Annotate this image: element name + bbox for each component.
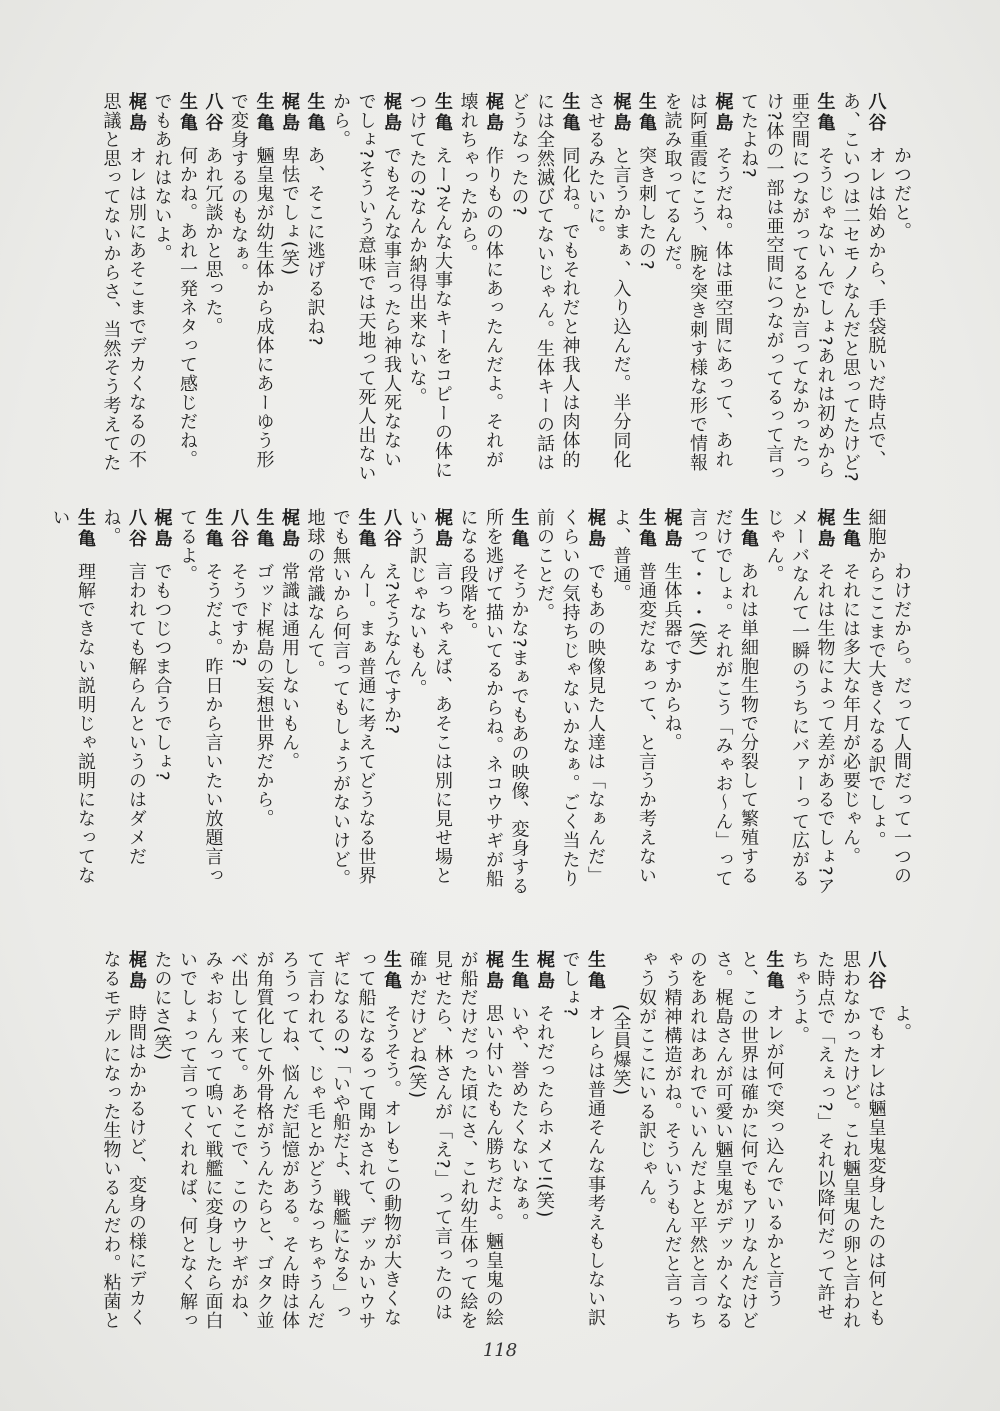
speaker-name: 梶島 [151, 508, 173, 550]
speaker-name: 生亀 [355, 508, 377, 550]
speaker-name: 梶島 [585, 508, 606, 550]
dialogue-text: ゴッド梶島の妄想世界だから。 [253, 562, 275, 828]
dialogue-line [608, 508, 659, 900]
speaker-name: 生亀 [75, 508, 96, 550]
speaker-name: 八谷 [202, 92, 224, 134]
speaker-name: 八谷 [381, 508, 402, 550]
speaker-name: 生亀 [763, 950, 785, 992]
dialogue-text: あ、そこに逃げる訳ね? [304, 146, 326, 347]
speaker-name: 生亀 [432, 92, 453, 134]
dialogue-text: でもあの映像見た人達は「なぁんだ」くらいの気持ちじゃないかなぁ。ごく当たり前のことだ。 [534, 508, 606, 888]
dialogue-text: 何かね。あれ一発ネタって感じだね。でもあれはないよ。 [151, 92, 198, 469]
dialogue-text: そうそう。オレもこの動物が大きくなって船になるって聞かされて、デッかいウサギになるの?「いや船だよ、戦艦になる」って言われて、じゃ毛とかどうなっちゃうんだろうってね、悩んだ記憶がある。そん時は体が角質化して外骨格がうんたらと、ゴタク並べ出して来て。あそこで、このウサギがね、みゃお〜んって鳴いて戦艦に変身したら面白いでしょって言ってくれれば、何となく解ったのにさ(笑) [151, 950, 402, 1330]
speaker-name: 生亀 [508, 508, 530, 550]
dialogue-text: え?そうなんですか? [381, 562, 402, 736]
dialogue-text: よ。 [891, 1004, 912, 1042]
dialogue-text: かつだと。 [891, 146, 912, 241]
dialogue-text: それには多大な年月が必要じゃん。 [840, 562, 861, 866]
dialogue-line [98, 950, 149, 1335]
speaker-name: 梶島 [381, 92, 402, 134]
dialogue-line [302, 92, 328, 484]
dialogue-text: いや、誉めたくないなぁ。 [508, 1004, 530, 1232]
dialogue-line [557, 950, 608, 1335]
dialogue-line [149, 508, 175, 900]
dialogue-line [226, 92, 277, 484]
dialogue-line [404, 508, 455, 900]
speaker-name: 梶島 [661, 508, 683, 550]
dialogue-text: そうかな?まぁでもあの映像、変身する所を逃げて描いてるからね。ネコウサギが船になる段階を。 [457, 508, 530, 896]
dialogue-text: 時間はかかるけど、変身の様にデカくなるモデルになった生物いるんだわ。粘菌と [100, 950, 147, 1330]
speaker-name: 梶島 [610, 92, 632, 134]
dialogue-text: それは生物によって差があるでしょ?アメーバなんて一瞬のうちにバァーって広がるじゃん。 [763, 508, 836, 896]
dialogue-line [175, 508, 226, 900]
dialogue-line [277, 92, 303, 484]
dialogue-line [761, 508, 838, 900]
speaker-name: 梶島 [483, 950, 504, 992]
dialogue-text: 作りものの体にあったんだよ。それが壊れちゃったから。 [457, 92, 504, 469]
dialogue-text: オレらは普通そんな事考えもしない訳でしょ? [559, 950, 606, 1327]
dialogue-line [455, 92, 506, 484]
text-column-bottom [49, 508, 914, 900]
speaker-name: 梶島 [126, 92, 147, 134]
dialogue-text: あれ冗談かと思った。 [202, 146, 224, 336]
speaker-name [890, 508, 912, 556]
dialogue-line [98, 92, 149, 484]
speaker-name [890, 950, 912, 998]
dialogue-text: そうですか? [228, 562, 249, 668]
dialogue-text: んー。まぁ普通に考えてどうなる世界でも無いから何言ってもしょうがないけど。地球の常識なんて。 [304, 508, 377, 888]
dialogue-text: 卑怯でしょ(笑) [279, 146, 300, 277]
dialogue-line [455, 508, 532, 900]
dialogue-text: そうじゃないんでしょ?あれは初めから亜空間につながってるとか言ってなかったっけ?体の一部は亜空間につながってるって言ってたよね? [738, 92, 836, 483]
dialogue-line [404, 950, 506, 1335]
dialogue-line [736, 92, 838, 484]
speaker-name: 生亀 [585, 950, 606, 992]
dialogue-text: わけだから。だって人間だって一つの細胞からここまで大きくなる訳でしょ。 [865, 508, 912, 885]
speaker-name: 梶島 [712, 92, 734, 134]
dialogue-text: オレが何で突っ込んでいるかと言うと、この世界は確かに何でもアリなんだけどさ。梶島さんが可愛い魎皇鬼がデッかくなるのをあれはあれでいいんだよと平然と言っちゃう精神構造がね。そういうもんだと言っちゃう奴がここにいる訳じゃん。 [636, 950, 785, 1330]
speaker-name: 生亀 [381, 950, 402, 992]
dialogue-line [226, 508, 252, 900]
dialogue-line [863, 508, 914, 900]
dialogue-line [200, 92, 226, 484]
dialogue-text: それだったらホメて!(笑) [534, 1004, 555, 1219]
dialogue-text: 言われても解らんというのはダメだね。 [100, 508, 147, 866]
dialogue-text: そうだね。体は亜空間にあって、あれは阿重霞にこう、腕を突き刺す様な形で情報を読み取ってるんだ。 [661, 92, 734, 472]
dialogue-line [634, 92, 660, 484]
speaker-name: 生亀 [636, 92, 657, 134]
speaker-name: 生亀 [738, 508, 759, 550]
dialogue-line [149, 92, 200, 484]
dialogue-line [149, 950, 404, 1335]
speaker-name: 生亀 [177, 92, 198, 134]
dialogue-text: と言うかまぁ、入り込んだ。半分同化させるみたいに。 [585, 92, 632, 469]
dialogue-text: 言っちゃえば、あそこは別に見せ場という訳じゃないもん。 [406, 508, 453, 885]
dialogue-text: でもそんな事言ったら神我人死なないでしょ?そういう意味では天地って死人出ないから。 [330, 92, 402, 483]
dialogue-line [889, 950, 915, 1335]
dialogue-line [47, 508, 98, 900]
speaker-name: 梶島 [814, 508, 836, 550]
dialogue-text: そうだよ。昨日から言いたい放題言ってるよ。 [177, 508, 224, 885]
speaker-name: 八谷 [865, 950, 887, 992]
dialogue-line [659, 508, 685, 900]
dialogue-line [251, 508, 277, 900]
dialogue-line [838, 508, 864, 900]
dialogue-line [404, 92, 455, 484]
speaker-name: 八谷 [126, 508, 147, 550]
dialogue-text: 常識は通用しないもん。 [279, 562, 300, 771]
page-number: 118 [482, 1340, 518, 1361]
dialogue-line [659, 92, 736, 484]
dialogue-line [532, 508, 609, 900]
dialogue-line [787, 950, 889, 1335]
speaker-name: 生亀 [636, 508, 657, 550]
dialogue-line [379, 508, 405, 900]
speaker-name [610, 950, 632, 998]
speaker-name: 生亀 [202, 508, 224, 550]
dialogue-line [685, 508, 762, 900]
dialogue-text: 生体兵器ですからね。 [661, 562, 683, 752]
speaker-name: 生亀 [814, 92, 836, 134]
dialogue-text: オレは別にあそこまでデカくなるの不思議と思ってないからさ、当然そう考えてた [100, 92, 147, 472]
dialogue-line [506, 950, 532, 1335]
dialogue-line [608, 950, 634, 1335]
speaker-name [890, 92, 912, 140]
speaker-name: 生亀 [508, 950, 530, 992]
dialogue-line [506, 92, 583, 484]
speaker-name: 梶島 [126, 950, 147, 992]
dialogue-line [98, 508, 149, 900]
speaker-name: 生亀 [253, 508, 275, 550]
speaker-name: 生亀 [304, 92, 326, 134]
dialogue-line [634, 950, 787, 1335]
speaker-name: 八谷 [865, 92, 887, 134]
dialogue-text: 普通変だなぁって、と言うか考えないよ、普通。 [610, 508, 657, 885]
dialogue-text: 思い付いたもん勝ちだよ。魎皇鬼の絵が船だけだった頃にさ、これ幼生体って絵を見せたら、林さんが「え?」って言ったのは確かだけどね(笑) [406, 950, 504, 1330]
speaker-name: 梶島 [432, 508, 453, 550]
speaker-name: 梶島 [534, 950, 555, 992]
dialogue-line [277, 508, 303, 900]
dialogue-text: (全員爆笑) [610, 1004, 632, 1097]
text-column-top [88, 92, 914, 484]
dialogue-text: あれは単細胞生物で分裂して繁殖するだけでしょ。それがこう「みゃお〜ん」って言って・・・(笑) [687, 508, 759, 888]
dialogue-text: えー?そんな大事なキーをコピーの体につけてたの?なんか納得出来ないな。 [406, 92, 453, 480]
dialogue-text: でもオレは魎皇鬼変身したのは何とも思わなかったけど。これ魎皇鬼の卵と言われた時点で「えぇっ?」それ以降何だって許せちゃうよ。 [789, 950, 887, 1330]
dialogue-text: 同化ね。でもそれだと神我人は肉体的には全然滅びてないじゃん。生体キーの話はどうなったの? [508, 92, 581, 472]
text-column-third [88, 950, 914, 1335]
speaker-name: 梶島 [483, 92, 504, 134]
dialogue-text: でもつじつま合うでしょ? [151, 562, 173, 782]
dialogue-line [583, 92, 634, 484]
dialogue-text: 突き刺したの? [636, 146, 657, 271]
speaker-name: 梶島 [279, 508, 300, 550]
dialogue-line [532, 950, 558, 1335]
dialogue-line [838, 92, 889, 484]
dialogue-text: 理解できない説明じゃ説明になってない [49, 508, 96, 885]
speaker-name: 梶島 [279, 92, 300, 134]
dialogue-line [889, 92, 915, 484]
speaker-name: 生亀 [559, 92, 581, 134]
speaker-name: 生亀 [840, 508, 861, 550]
dialogue-text: オレは始めから、手袋脱いだ時点で、あ、こいつは二セモノなんだと思ってたけど? [840, 92, 887, 483]
dialogue-line [302, 508, 379, 900]
speaker-name: 生亀 [253, 92, 275, 134]
dialogue-line [328, 92, 405, 484]
speaker-name: 八谷 [228, 508, 249, 550]
dialogue-text: 魎皇鬼が幼生体から成体にあーゆう形で変身するのもなぁ。 [228, 92, 275, 469]
